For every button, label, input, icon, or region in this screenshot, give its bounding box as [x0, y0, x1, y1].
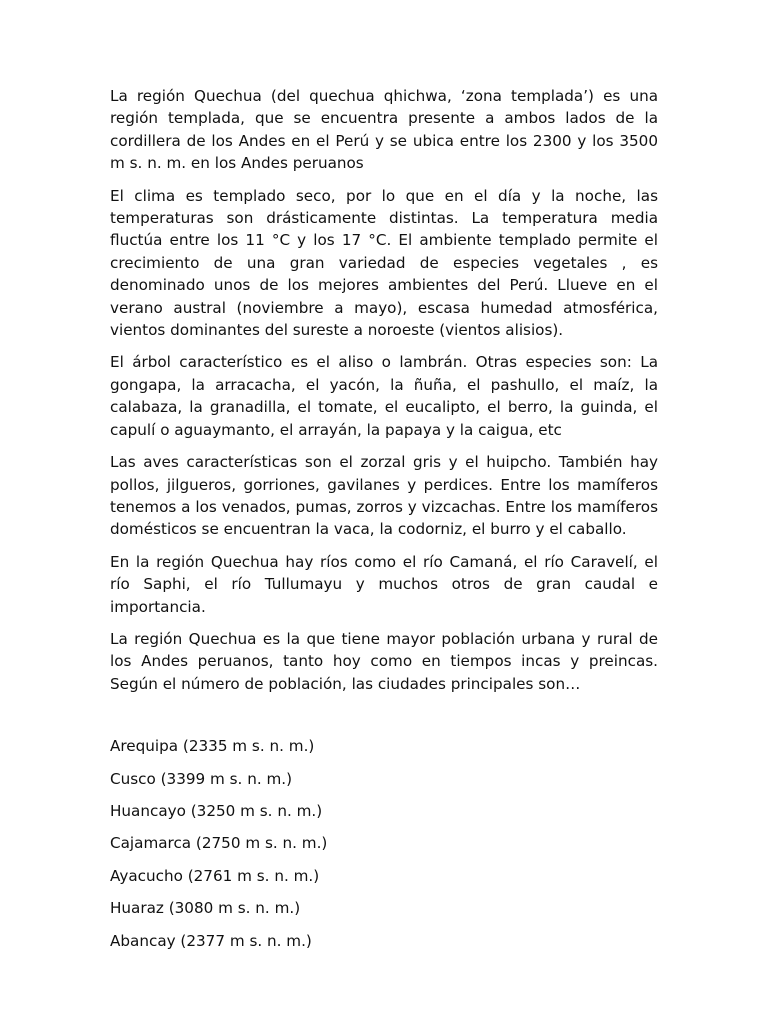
list-item: Cusco (3399 m s. n. m.): [110, 769, 293, 788]
list-item: Ayacucho (2761 m s. n. m.): [110, 866, 320, 885]
paragraph-rivers: En la región Quechua hay ríos como el río Camaná, el río Caravelí, el río Saphi, el río Tullumayu y muchos otros de gran caudal e importancia.: [110, 552, 658, 616]
list-item: Abancay (2377 m s. n. m.): [110, 931, 312, 950]
paragraph-flora: El árbol característico es el aliso o lambrán. Otras especies son: La gongapa, la arracacha, el yacón, la ñuña, el pashullo, el maíz, la calabaza, la granadilla, el tomate, el eucalipto, el berro, la guinda, el capulí o aguaymanto, el arrayán, la papaya y la caigua, etc: [110, 353, 658, 439]
blank-line: [110, 705, 658, 735]
list-item: Huaraz (3080 m s. n. m.): [110, 899, 301, 918]
list-item: Arequipa (2335 m s. n. m.): [110, 737, 315, 756]
paragraph-fauna: Las aves características son el zorzal gris y el huipcho. También hay pollos, jilgueros, gorriones, gavilanes y perdices. Entre los mamíferos tenemos a los venados, pumas, zorros y vizcachas. Entre los mamíferos domésticos se encuentran la vaca, la codorniz, el burro y el caballo.: [110, 453, 658, 539]
city-list: [110, 735, 658, 952]
list-item: Huancayo (3250 m s. n. m.): [110, 801, 323, 820]
document-page: [110, 85, 658, 962]
paragraph-climate: El clima es templado seco, por lo que en el día y la noche, las temperaturas son drásticamente distintas. La temperatura media fluctúa entre los 11 °C y los 17 °C. El ambiente templado permite el crecimiento de una gran variedad de especies vegetales , es denominado unos de los mejores ambientes del Perú. Llueve en el verano austral (noviembre a mayo), escasa humedad atmosférica, vientos dominantes del sureste a noroeste (vientos alisios).: [110, 186, 658, 340]
list-item: Cajamarca (2750 m s. n. m.): [110, 834, 328, 853]
paragraph-intro: La región Quechua (del quechua qhichwa, ‘zona templada’) es una región templada, que se encuentra presente a ambos lados de la cordillera de los Andes en el Perú y se ubica entre los 2300 y los 3500 m s. n. m. en los Andes peruanos: [110, 87, 658, 173]
paragraph-population: La región Quechua es la que tiene mayor población urbana y rural de los Andes peruanos, tanto hoy como en tiempos incas y preincas. Según el número de población, las ciudades principales son…: [110, 629, 658, 693]
